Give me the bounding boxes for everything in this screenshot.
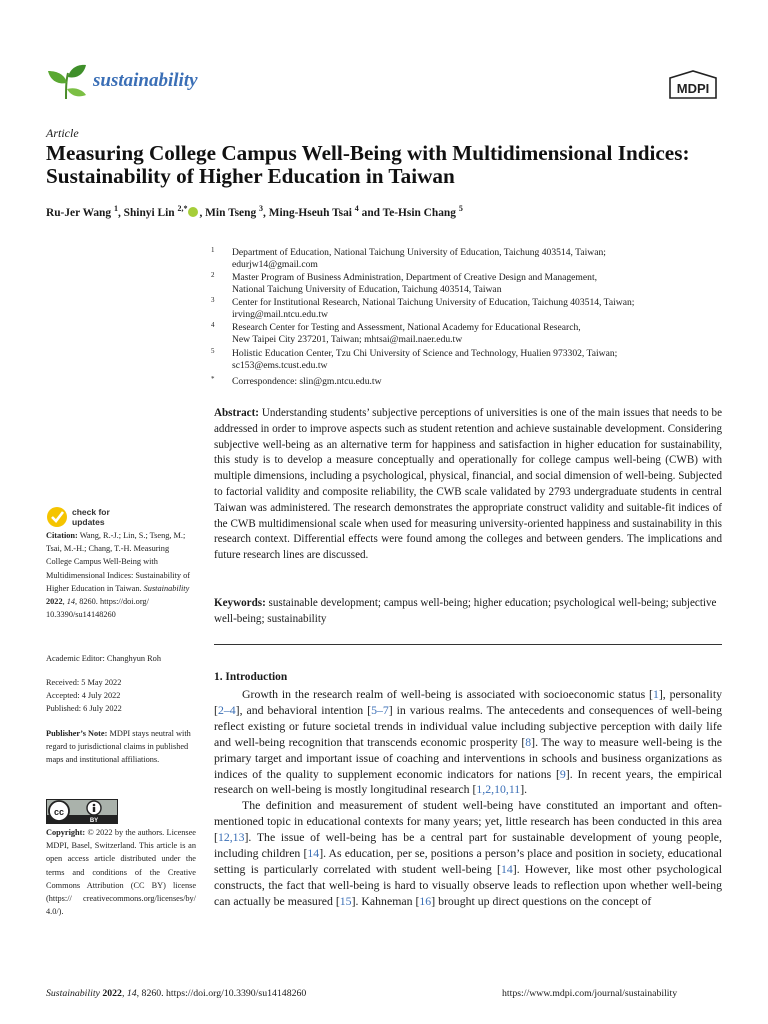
affiliation-number: *: [211, 375, 215, 383]
publisher-logo: [664, 70, 722, 102]
keywords-text: sustainable development; campus well-being; higher education; psychological well-being; subjective well-being; sustainability: [214, 597, 717, 625]
affiliation-text-line2: edurjw14@gmail.com: [232, 259, 318, 271]
received-date: Received: 5 May 2022: [46, 678, 122, 687]
article-title: Measuring College Campus Well-Being with Multidimensional Indices: Sustainability of Higher Education in Taiwan: [46, 141, 690, 188]
published-date: Published: 6 July 2022: [46, 704, 122, 714]
reference-link[interactable]: 12,13: [217, 830, 245, 845]
keywords-label: Keywords:: [214, 597, 266, 609]
affiliation-number: 3: [211, 296, 215, 304]
updates-label: updates: [72, 517, 105, 527]
affiliation-number: 4: [211, 321, 215, 329]
cc-by-license-badge[interactable]: [46, 799, 118, 824]
orcid-icon[interactable]: [188, 207, 198, 217]
abstract-label: Abstract:: [214, 407, 259, 419]
body-text: ] in various realms. The antecedents and consequences of well-being reflect existing or future societal trends in individual value including subjective perception with daily life and well-being recognition that transcends economic prosperity [: [214, 702, 722, 749]
check-for-updates-badge[interactable]: [46, 504, 136, 530]
author-separator: ,: [262, 206, 269, 219]
reference-link[interactable]: 8: [525, 734, 532, 749]
reference-link[interactable]: 1: [652, 687, 659, 701]
affiliation-text-line2: New Taipei City 237201, Taiwan; mhtsai@mail.naer.edu.tw: [232, 334, 463, 346]
footer-journal: Sustainability: [46, 988, 100, 999]
citation-volume: 14: [66, 597, 76, 607]
abstract-text: Understanding students’ subjective perceptions of universities is one of the main issues that needs to be addressed in order to improve aspects such as student retention and achieve sustainable development. Considering subjective well-being as an alternative term for happiness and satisfaction in higher education for sustainability, this study is to develop a measure conceptually and operationally for college campus well-being (CWB) with multiple dimensions, including a psychological, physical, financial, and social dimension of well-being. Subjected to factorial validity and composite reliability, the CWB scale validated by 2793 undergraduate students in central Taiwan was administered. The research demonstrates the appropriate construct validity and suitable-fit indices of the CWB multidimensional scale when used for measuring university-oriented happiness and sustainability in this research context. Differential effects were found among the colleges and between genders. The implications and future research lines are discussed.: [214, 407, 723, 562]
paragraph: [214, 798, 722, 909]
affiliation-number: 2: [211, 271, 215, 279]
body-text: ].: [520, 782, 528, 797]
author-name[interactable]: Min Tseng: [205, 206, 259, 219]
affiliation-number: 5: [211, 347, 215, 355]
affiliation-number: 1: [211, 246, 215, 254]
author-name[interactable]: Shinyi Lin: [123, 206, 178, 219]
accepted-date: Accepted: 4 July 2022: [46, 691, 121, 701]
abstract: [214, 406, 722, 564]
affiliation-text: Master Program of Business Administration, Department of Creative Design and Management,: [232, 272, 598, 283]
affiliation-text-line2: irving@mail.ntcu.edu.tw: [232, 309, 328, 321]
paragraph: [214, 687, 722, 798]
body-text: ] brought up direct questions on the concept of: [431, 893, 652, 908]
affiliation-text: Center for Institutional Research, National Taichung University of Education, Taichung 403514, Taiwan;: [232, 297, 635, 308]
section-divider: [214, 644, 722, 645]
reference-link[interactable]: 14: [501, 861, 513, 876]
footer-doi[interactable]: , 8260. https://doi.org/10.3390/su14148260: [136, 988, 307, 999]
reference-link[interactable]: 2–4: [217, 702, 236, 717]
author-list: [46, 204, 463, 219]
copyright-label: Copyright:: [46, 828, 86, 837]
author-affiliation-mark: 1: [113, 204, 118, 213]
body-text: ]. The issue of well-being has be a central part for sustainable development of young people, including children [: [214, 830, 722, 861]
body-text: ], personality [: [214, 687, 722, 717]
affiliation-text: Correspondence: slin@gm.ntcu.edu.tw: [232, 376, 382, 387]
affiliation-text: Research Center for Testing and Assessment, National Academy for Educational Research,: [232, 322, 581, 333]
author-name[interactable]: Ming-Hseuh Tsai: [268, 206, 355, 219]
affiliation: [211, 296, 724, 322]
publisher-note-text: MDPI stays neutral with regard to jurisdictional claims in published maps and institutional affiliations.: [46, 729, 191, 765]
author-name[interactable]: Te-Hsin Chang: [382, 206, 459, 219]
citation-journal: Sustainability: [143, 583, 190, 593]
affiliation-text-line2: National Taichung University of Education, Taichung 403514, Taiwan: [232, 284, 502, 296]
academic-editor: Academic Editor: Changhyun Roh: [46, 654, 161, 663]
publisher-name: MDPI: [676, 81, 710, 96]
author-name[interactable]: Ru-Jer Wang: [46, 206, 114, 219]
journal-name: sustainability: [93, 70, 198, 91]
citation-block: Citation: Wang, R.-J.; Lin, S.; Tseng, M.; Tsai, M.-H.; Chang, T.-H. Measuring College Campus Well-Being with Multidimensional Indices: Sustainability of Higher Education in Taiwan. Sustainability 2022, 14, 8260. https://doi.org/ 10.3390/su14148260: [46, 531, 191, 620]
article-type: Article: [46, 126, 79, 140]
affiliation: [211, 347, 724, 373]
body-text: ], and behavioral intention [: [235, 702, 372, 717]
affiliation-text-line2: sc153@ems.tcust.edu.tw: [232, 360, 328, 372]
reference-link[interactable]: 16: [419, 893, 432, 908]
citation-text: Wang, R.-J.; Lin, S.; Tseng, M.; Tsai, M.-H.; Chang, T.-H. Measuring College Campus Well-Being with Multidimensional Indices: Sustainability of Higher Education in Taiwan.: [46, 531, 191, 593]
copyright-block: [46, 826, 196, 918]
footer-citation: Sustainability 2022, 14, 8260. https://doi.org/10.3390/su14148260: [46, 988, 307, 999]
author-affiliation-mark: 3: [258, 204, 263, 213]
introduction-body: [214, 687, 722, 910]
author-affiliation-mark: 4: [354, 204, 359, 213]
publisher-note-label: Publisher’s Note:: [46, 729, 108, 738]
author-separator: ,: [117, 206, 124, 219]
svg-text:cc: cc: [53, 807, 65, 817]
author-affiliation-mark: 2,*: [177, 204, 188, 213]
section-title: 1. Introduction: [214, 671, 288, 683]
reference-link[interactable]: 1,2,10,11: [476, 782, 521, 797]
body-text: ]. As education, per se, positions a person’s place and position in society, educational setting is particularly correlated with student well-being [: [214, 846, 722, 876]
body-text: ]. The way to measure well-being is the primary target and important issue of coaching and interventions in schools and business organizations as indices of the quality to supplement economic indicators for nations [: [214, 734, 722, 781]
footer-journal-url[interactable]: https://www.mdpi.com/journal/sustainability: [502, 988, 678, 999]
body-text: ]. Kahneman [: [351, 893, 420, 908]
reference-link[interactable]: 14: [307, 846, 320, 861]
affiliation: [211, 321, 724, 347]
author-separator: ,: [199, 206, 206, 219]
affiliation: [211, 271, 724, 297]
body-text: The definition and measurement of student well-being have constituted an important and often-mentioned topic in educational contexts for many years; yet, little research has been conducted in this area [: [214, 798, 722, 845]
citation-label: Citation:: [46, 531, 78, 540]
affiliation: [211, 246, 724, 272]
copyright-text: © 2022 by the authors. Licensee MDPI, Basel, Switzerland. This article is an open access article distributed under the terms and conditions of the Creative Commons Attribution (CC BY) license (https:// creativecommons.org/licenses/by/ 4.0/).: [46, 828, 196, 917]
author-separator: and: [358, 206, 383, 219]
footer-year: 2022: [102, 988, 122, 999]
publisher-note: [46, 727, 196, 767]
citation-doi[interactable]: , 8260. https://doi.org/ 10.3390/su14148260: [46, 597, 149, 620]
affiliation: [211, 375, 724, 388]
dates-block: [46, 676, 196, 716]
author-affiliation-mark: 5: [458, 204, 463, 213]
keywords: [214, 596, 722, 628]
affiliation-text: Department of Education, National Taichung University of Education, Taichung 403514, Taiwan;: [232, 247, 606, 258]
reference-link[interactable]: 15: [339, 893, 352, 908]
check-for-label: check for: [72, 507, 110, 517]
journal-leaf-logo: [46, 63, 88, 101]
affiliation-text: Holistic Education Center, Tzu Chi University of Science and Technology, Hualien 973302, Taiwan;: [232, 348, 618, 359]
body-text: ]. In recent years, the empirical research on well-being is mostly longitudinal research [: [214, 766, 722, 797]
cc-by-label: BY: [89, 818, 99, 824]
citation-year: 2022: [46, 597, 63, 607]
footer-volume: 14: [126, 988, 137, 999]
reference-link[interactable]: 5–7: [371, 702, 389, 717]
reference-link[interactable]: 9: [559, 766, 566, 781]
body-text: ]. However, like most other psychological constructs, the fact that well-being is hard to visually observe leads to reflection upon whether well-being can actually be measured [: [214, 861, 723, 908]
body-text: Growth in the research realm of well-being is associated with socioeconomic status [: [242, 687, 653, 701]
